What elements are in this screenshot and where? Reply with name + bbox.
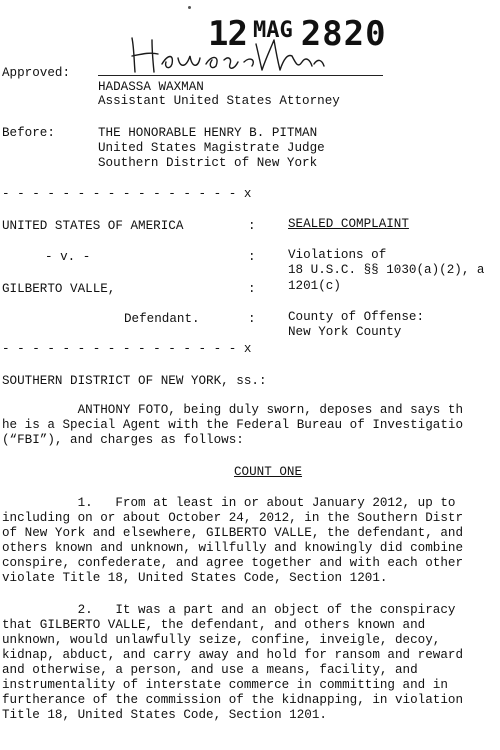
caption-colon: : — [248, 282, 256, 296]
judge-title: United States Magistrate Judge — [98, 141, 325, 155]
county-label: County of Offense: — [288, 310, 425, 324]
defendant-label: Defendant. — [124, 312, 200, 326]
paragraph-2-line: 2. It was a part and an object of the conspiracy — [2, 603, 456, 617]
district-venue: SOUTHERN DISTRICT OF NEW YORK, ss.: — [2, 374, 267, 388]
caption-colon: : — [248, 250, 256, 264]
paragraph-2-line: instrumentality of interstate commerce in committing and in — [2, 678, 448, 692]
intro-line: he is a Special Agent with the Federal Bureau of Investigatio — [2, 418, 464, 432]
defendant-name: GILBERTO VALLE, — [2, 282, 116, 296]
violations-line-3: 1201(c) — [288, 279, 341, 293]
county-value: New York County — [288, 325, 402, 339]
approved-label: Approved: — [2, 66, 71, 80]
paragraph-1-line: conspire, confederate, and agree together and with each other — [2, 556, 464, 570]
stamp-number: 2820 — [300, 14, 387, 54]
violations-line-2: 18 U.S.C. §§ 1030(a)(2), a — [288, 263, 485, 277]
paragraph-2-line: Title 18, United States Code, Section 1201. — [2, 708, 327, 722]
stamp-mag: MAG — [252, 18, 293, 43]
paragraph-1-line: 1. From at least in or about January 2012, up to — [2, 496, 456, 510]
paragraph-2-line: that GILBERTO VALLE, the defendant, and others known and — [2, 618, 426, 632]
intro-line: (“FBI”), and charges as follows: — [2, 433, 244, 447]
handwritten-signature — [128, 34, 328, 76]
caption-top-rule: - - - - - - - - - - - - - - - - x — [2, 187, 252, 201]
caption-bottom-rule: - - - - - - - - - - - - - - - - x — [2, 342, 252, 356]
caption-colon: : — [248, 312, 256, 326]
paragraph-2-line: furtherance of the commission of the kidnapping, in violation — [2, 693, 464, 707]
violations-line-1: Violations of — [288, 248, 387, 262]
signature-line — [98, 75, 383, 76]
paragraph-2-line: and otherwise, a person, and use a means, facility, and — [2, 663, 418, 677]
versus-text: - v. - — [45, 250, 91, 264]
paragraph-1-line: including on or about October 24, 2012, in the Southern Distr — [2, 511, 464, 525]
ink-speck — [188, 6, 191, 9]
caption-colon: : — [248, 219, 256, 233]
paragraph-2-line: unknown, would unlawfully seize, confine, inveigle, decoy, — [2, 633, 441, 647]
paragraph-1-line: of New York and elsewhere, GILBERTO VALLE, the defendant, and — [2, 526, 464, 540]
intro-line: ANTHONY FOTO, being duly sworn, deposes and says th — [2, 403, 464, 417]
paragraph-1-line: violate Title 18, United States Code, Section 1201. — [2, 571, 388, 585]
complaint-title: SEALED COMPLAINT — [288, 217, 409, 231]
stamp-year: 12 — [208, 14, 247, 54]
paragraph-1-line: others known and unknown, willfully and knowingly did combine — [2, 541, 464, 555]
judge-name: THE HONORABLE HENRY B. PITMAN — [98, 126, 318, 140]
approver-title: Assistant United States Attorney — [98, 94, 340, 108]
approver-name: HADASSA WAXMAN — [98, 80, 204, 94]
count-heading: COUNT ONE — [234, 465, 303, 479]
before-label: Before: — [2, 126, 55, 140]
plaintiff-name: UNITED STATES OF AMERICA — [2, 219, 184, 233]
judge-district: Southern District of New York — [98, 156, 318, 170]
paragraph-2-line: kidnap, abduct, and carry away and hold for ransom and reward — [2, 648, 464, 662]
